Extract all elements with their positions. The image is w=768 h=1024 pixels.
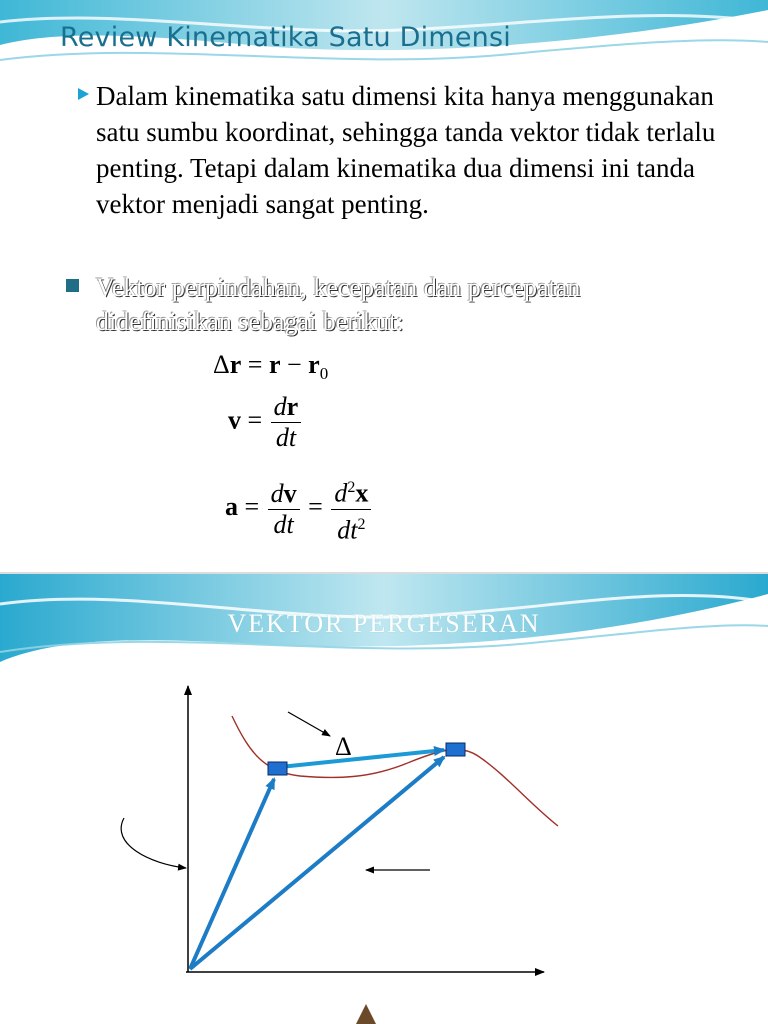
position-vector-r1: [190, 779, 274, 969]
slide2-title: VEKTOR PERGESERAN: [227, 609, 541, 638]
delta-pointer-arrow: [288, 712, 330, 736]
slide-vektor-pergeseran: [0, 574, 768, 1024]
equation-velocity: v = $\frac{dr}{dt}$: [228, 392, 303, 453]
displacement-diagram: [0, 574, 768, 1024]
paragraph-one-dimension: Dalam kinematika satu dimensi kita hanya menggunakan satu sumbu koordinat, sehingga tanda vektor tidak terlalu penting. Tetapi dalam kinematika dua dimensi ini tanda vektor menjadi sangat penting.: [96, 81, 716, 219]
axis-pointer-arrow: [121, 818, 186, 868]
equation-acceleration: a = $\frac{dv}{dt}$ = $\frac{d^2x}{dt^2}$: [225, 473, 373, 545]
final-position-marker: [446, 743, 465, 756]
equation-displacement: $\Delta r = r - r_0$: [213, 350, 329, 384]
slide-title: Review Kinematika Satu Dimensi: [60, 22, 511, 53]
paragraph-vector-definitions: Vektor perpindahan, kecepatan dan percepatan didefinisikan sebagai berikut:: [96, 273, 581, 336]
initial-position-marker: [268, 762, 287, 775]
delta-label: Δ: [335, 732, 352, 761]
position-vector-r2: [190, 757, 444, 969]
bullet-square-icon: [66, 279, 79, 292]
cropped-arrow-shape: [356, 1004, 376, 1024]
bullet-triangle-icon: [78, 88, 89, 100]
